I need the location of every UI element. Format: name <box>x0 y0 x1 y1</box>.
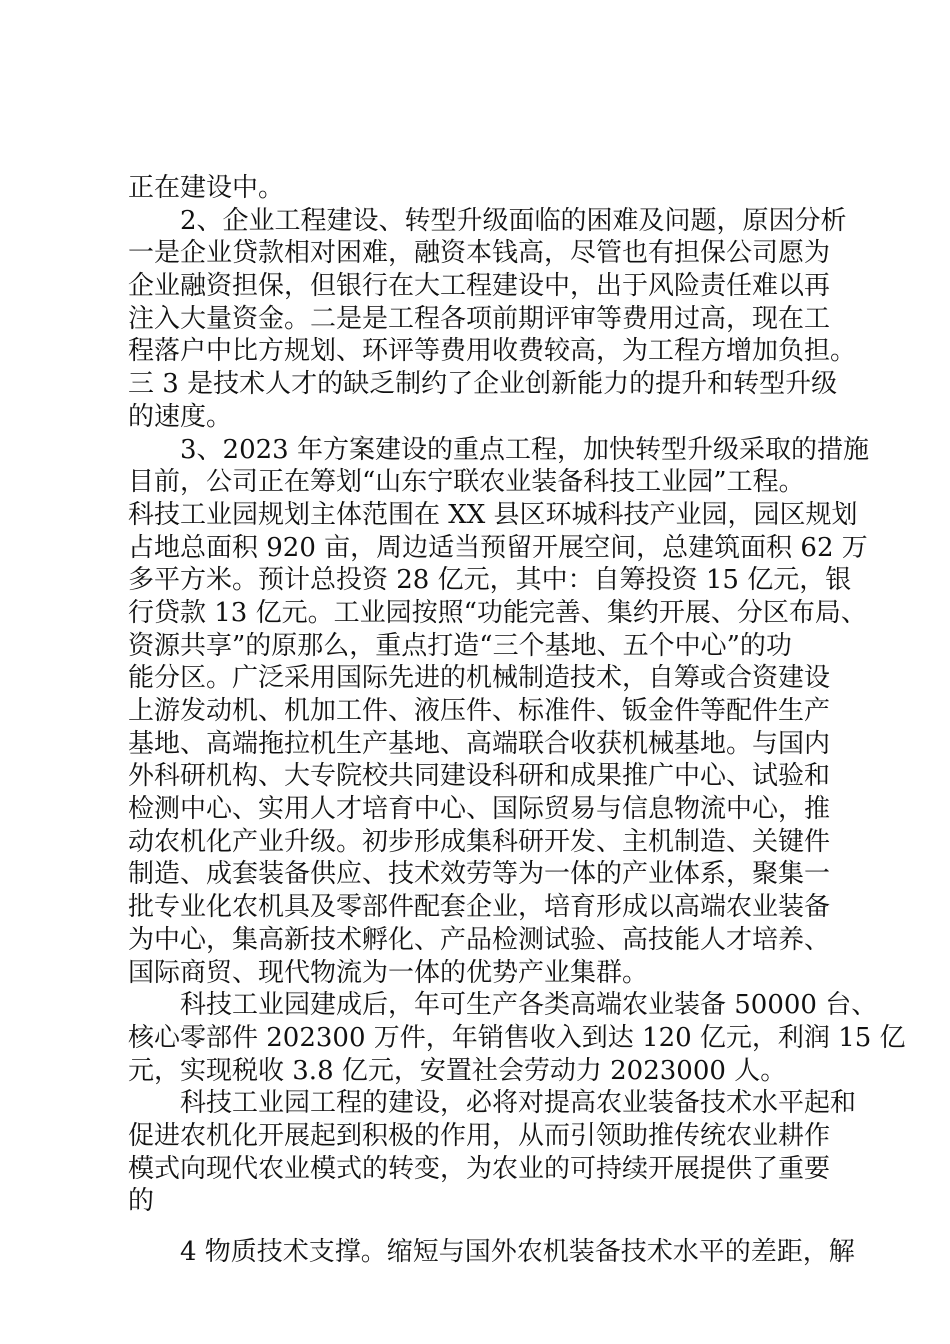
text-line: 的速度。 <box>128 401 233 432</box>
text-line: 的 <box>128 1186 155 1217</box>
text-line: 核心零部件 202300 万件，年销售收入到达 120 亿元，利润 15 亿 <box>128 1022 906 1053</box>
text-line: 促进农机化开展起到积极的作用，从而引领助推传统农业耕作 <box>128 1120 831 1151</box>
text-line: 资源共享”的原那么，重点打造“三个基地、五个中心”的功 <box>128 630 792 661</box>
text-line: 三 3 是技术人才的缺乏制约了企业创新能力的提升和转型升级 <box>128 369 838 400</box>
text-line: 2、企业工程建设、转型升级面临的困难及问题，原因分析 <box>180 205 847 236</box>
text-line: 企业融资担保，但银行在大工程建设中，出于风险责任难以再 <box>128 271 831 302</box>
text-line: 科技工业园工程的建设，必将对提高农业装备技术水平起和 <box>180 1088 857 1119</box>
text-line: 行贷款 13 亿元。工业园按照“功能完善、集约开展、分区布局、 <box>128 597 867 628</box>
text-line: 目前，公司正在筹划“山东宁联农业装备科技工业园”工程。 <box>128 467 805 498</box>
text-line: 元，实现税收 3.8 亿元，安置社会劳动力 2023000 人。 <box>128 1055 787 1086</box>
text-line: 检测中心、实用人才培育中心、国际贸易与信息物流中心，推 <box>128 794 831 825</box>
text-line: 4 物质技术支撑。缩短与国外农机装备技术水平的差距，解 <box>180 1237 855 1267</box>
text-line: 模式向现代农业模式的转变，为农业的可持续开展提供了重要 <box>128 1153 831 1184</box>
text-line: 科技工业园建成后，年可生产各类高端农业装备 50000 台、 <box>180 990 878 1021</box>
text-line: 注入大量资金。二是是工程各项前期评审等费用过高，现在工 <box>128 303 831 334</box>
text-line: 批专业化农机具及零部件配套企业，培育形成以高端农业装备 <box>128 892 831 923</box>
text-line: 3、2023 年方案建设的重点工程，加快转型升级采取的措施 <box>180 434 869 465</box>
text-line: 能分区。广泛采用国际先进的机械制造技术，自筹或合资建设 <box>128 663 831 694</box>
text-line: 制造、成套装备供应、技术效劳等为一体的产业体系，聚集一 <box>128 859 831 890</box>
text-line: 正在建设中。 <box>128 173 285 203</box>
text-line: 占地总面积 920 亩，周边适当预留开展空间，总建筑面积 62 万 <box>128 532 868 563</box>
text-line: 一是企业贷款相对困难，融资本钱高，尽管也有担保公司愿为 <box>128 238 831 269</box>
text-line: 为中心，集高新技术孵化、产品检测试验、高技能人才培养、 <box>128 924 831 955</box>
text-line: 国际商贸、现代物流为一体的优势产业集群。 <box>128 957 649 988</box>
text-line: 科技工业园规划主体范围在 XX 县区环城科技产业园，园区规划 <box>128 499 858 530</box>
text-line: 多平方米。预计总投资 28 亿元，其中：自筹投资 15 亿元，银 <box>128 565 852 596</box>
text-line: 动农机化产业升级。初步形成集科研开发、主机制造、关键件 <box>128 826 831 857</box>
text-line: 上游发动机、机加工件、液压件、标准件、钣金件等配件生产 <box>128 696 831 726</box>
text-line: 基地、高端拖拉机生产基地、高端联合收获机械基地。与国内 <box>128 728 831 759</box>
text-line: 程落户中比方规划、环评等费用收费较高，为工程方增加负担。 <box>128 336 857 367</box>
body-text <box>128 172 906 1269</box>
text-line: 外科研机构、大专院校共同建设科研和成果推广中心、试验和 <box>128 761 831 792</box>
